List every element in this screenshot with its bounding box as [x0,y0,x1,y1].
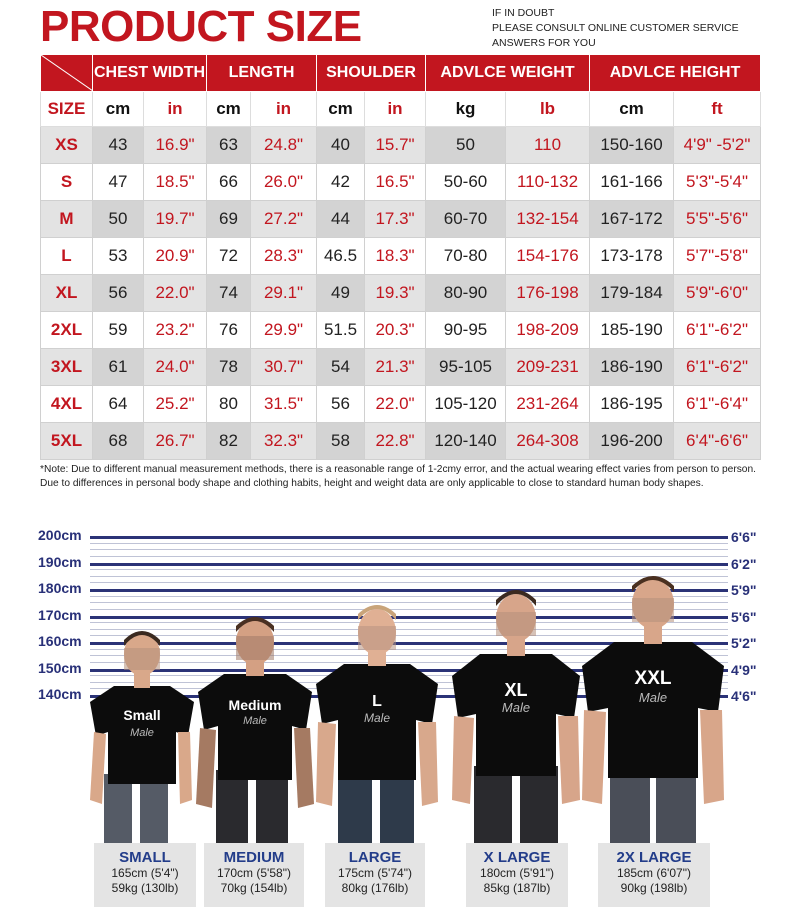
header-height: ADVLCE HEIGHT [590,55,761,92]
unit-cell: in [144,92,207,127]
table-cell: 22.0" [144,275,207,312]
model-name: MEDIUM [223,849,285,866]
model-height: 165cm (5'4") [111,866,179,880]
model-caption-x-large [466,843,568,907]
height-gridline [90,536,728,539]
model-xl-figure [446,586,586,846]
table-cell: 179-184 [590,275,674,312]
table-cell: 58 [317,423,365,460]
table-cell: 44 [317,201,365,238]
table-cell: 176-198 [506,275,590,312]
header-chest-width: CHEST WIDTH [93,55,207,92]
height-label-ft: 5'2" [731,635,757,651]
table-cell: 5'3"-5'4" [674,164,761,201]
model-name: SMALL [119,849,171,866]
shirt-label: Medium [228,697,282,713]
table-cell: 231-264 [506,386,590,423]
table-cell: 167-172 [590,201,674,238]
height-label-ft: 5'6" [731,608,757,625]
size-label: L [41,238,93,275]
height-label-cm: 170cm [38,606,82,623]
model-caption-medium [204,843,304,907]
header-weight: ADVLCE WEIGHT [426,55,590,92]
table-cell: 24.8" [251,127,317,164]
model-weight: 59kg (130lb) [111,881,179,895]
corner-cell [41,55,93,92]
table-cell: 47 [93,164,144,201]
table-cell: 63 [207,127,251,164]
unit-cell: in [365,92,426,127]
table-cell: 42 [317,164,365,201]
table-cell: 72 [207,238,251,275]
height-label-cm: 160cm [38,633,82,649]
table-cell: 110 [506,127,590,164]
table-cell: 56 [317,386,365,423]
unit-cell: cm [207,92,251,127]
table-cell: 51.5 [317,312,365,349]
shirt-sublabel: Male [638,690,668,705]
table-cell: 17.3" [365,201,426,238]
table-cell: 26.0" [251,164,317,201]
table-cell: 32.3" [251,423,317,460]
table-cell: 6'1"-6'4" [674,386,761,423]
table-cell: 59 [93,312,144,349]
shirt-sublabel: Male [130,727,154,739]
model-caption-large [325,843,425,907]
size-label: XL [41,275,93,312]
table-cell: 5'9"-6'0" [674,275,761,312]
model-name: X LARGE [483,849,551,866]
table-cell: 95-105 [426,349,506,386]
table-cell: 60-70 [426,201,506,238]
model-height: 170cm (5'58") [217,866,291,880]
table-cell: 66 [207,164,251,201]
table-cell: 28.3" [251,238,317,275]
shirt-sublabel: Male [501,700,531,715]
height-minor-gridline [90,543,728,544]
model-weight: 80kg (176lb) [341,881,409,895]
height-label-cm: 150cm [38,659,82,676]
model-weight: 70kg (154lb) [220,881,288,895]
table-cell: 90-95 [426,312,506,349]
size-label: S [41,164,93,201]
table-cell: 22.8" [365,423,426,460]
height-minor-gridline [90,549,728,550]
model-name: 2X LARGE [616,849,692,866]
table-cell: 21.3" [365,349,426,386]
model-name: LARGE [348,849,402,866]
model-weight: 85kg (187lb) [483,881,551,895]
height-label-cm: 200cm [38,527,82,543]
table-cell: 64 [93,386,144,423]
customer-service-note [492,6,739,51]
table-cell: 50 [426,127,506,164]
height-label-cm: 180cm [38,580,82,596]
doubt-line: ANSWERS FOR YOU [492,37,596,49]
model-large-figure [310,600,444,846]
table-cell: 54 [317,349,365,386]
table-row [41,275,761,312]
size-column-label: SIZE [41,92,93,127]
table-cell: 30.7" [251,349,317,386]
table-cell: 16.5" [365,164,426,201]
table-cell: 264-308 [506,423,590,460]
height-label-cm: 140cm [38,686,82,702]
table-row [41,201,761,238]
table-cell: 20.3" [365,312,426,349]
table-row [41,349,761,386]
model-height: 180cm (5'91") [480,866,554,880]
table-cell: 80-90 [426,275,506,312]
page-title: PRODUCT SIZE [40,2,362,51]
table-cell: 150-160 [590,127,674,164]
measurement-note: *Note: Due to different manual measurement methods, there is a reasonable range of 1-2cmy error, and the actual wearing effect varies from person to person. Due to differences in personal body shape and clothing habits, height and weight data are only applicable to close to standard human body shapes. [40,464,756,489]
unit-cell: cm [93,92,144,127]
table-cell: 18.3" [365,238,426,275]
table-cell: 110-132 [506,164,590,201]
table-cell: 23.2" [144,312,207,349]
height-label-ft: 6'2" [731,555,757,572]
table-cell: 154-176 [506,238,590,275]
header-length: LENGTH [207,55,317,92]
unit-cell: kg [426,92,506,127]
table-cell: 5'5"-5'6" [674,201,761,238]
doubt-line: IF IN DOUBT [492,7,555,19]
height-minor-gridline [90,556,728,557]
height-chart [0,524,798,907]
table-row [41,164,761,201]
table-row [41,238,761,275]
table-cell: 19.3" [365,275,426,312]
unit-cell: ft [674,92,761,127]
model-caption-2x-large [598,843,710,907]
table-cell: 40 [317,127,365,164]
table-cell: 24.0" [144,349,207,386]
doubt-line: PLEASE CONSULT ONLINE CUSTOMER SERVICE [492,22,739,34]
unit-cell: cm [317,92,365,127]
table-cell: 18.5" [144,164,207,201]
size-label: M [41,201,93,238]
table-cell: 26.7" [144,423,207,460]
table-row [41,423,761,460]
height-label-ft: 5'9" [731,582,757,598]
table-cell: 49 [317,275,365,312]
unit-cell: lb [506,92,590,127]
table-cell: 16.9" [144,127,207,164]
unit-cell: in [251,92,317,127]
table-cell: 74 [207,275,251,312]
table-cell: 31.5" [251,386,317,423]
table-cell: 196-200 [590,423,674,460]
table-cell: 80 [207,386,251,423]
shirt-label: Small [123,707,161,723]
height-minor-gridline [90,569,728,570]
size-label: 2XL [41,312,93,349]
table-cell: 76 [207,312,251,349]
table-row [41,312,761,349]
table-row [41,386,761,423]
table-cell: 173-178 [590,238,674,275]
table-cell: 4'9" -5'2" [674,127,761,164]
table-cell: 50 [93,201,144,238]
table-cell: 43 [93,127,144,164]
table-cell: 82 [207,423,251,460]
table-cell: 198-209 [506,312,590,349]
table-cell: 186-190 [590,349,674,386]
height-label-ft: 4'6" [731,688,757,704]
table-cell: 25.2" [144,386,207,423]
table-cell: 69 [207,201,251,238]
table-cell: 161-166 [590,164,674,201]
size-table [40,54,761,460]
table-cell: 20.9" [144,238,207,275]
table-cell: 53 [93,238,144,275]
table-cell: 6'1"-6'2" [674,312,761,349]
model-weight: 90kg (198lb) [620,881,688,895]
height-label-ft: 4'9" [731,661,757,678]
table-cell: 19.7" [144,201,207,238]
model-xxl-figure [578,572,728,846]
size-label: 3XL [41,349,93,386]
table-cell: 78 [207,349,251,386]
model-caption-small [94,843,196,907]
header-shoulder: SHOULDER [317,55,426,92]
height-label-cm: 190cm [38,553,82,570]
table-cell: 209-231 [506,349,590,386]
shirt-sublabel: Male [243,715,267,727]
height-gridline [90,563,728,566]
unit-cell: cm [590,92,674,127]
model-height: 175cm (5'74") [338,866,412,880]
size-label: 4XL [41,386,93,423]
table-cell: 29.9" [251,312,317,349]
model-small-figure [84,624,200,846]
table-cell: 46.5 [317,238,365,275]
shirt-sublabel: Male [363,711,391,725]
table-cell: 70-80 [426,238,506,275]
table-cell: 6'1"-6'2" [674,349,761,386]
table-row [41,127,761,164]
shirt-label: L [372,693,382,710]
table-cell: 105-120 [426,386,506,423]
table-cell: 56 [93,275,144,312]
height-label-ft: 6'6" [731,529,757,545]
table-cell: 185-190 [590,312,674,349]
table-cell: 120-140 [426,423,506,460]
size-label: 5XL [41,423,93,460]
table-cell: 29.1" [251,275,317,312]
shirt-label: XXL [634,668,672,689]
model-height: 185cm (6'07") [617,866,691,880]
table-cell: 186-195 [590,386,674,423]
table-cell: 5'7"-5'8" [674,238,761,275]
table-cell: 50-60 [426,164,506,201]
table-cell: 22.0" [365,386,426,423]
model-medium-figure [192,612,318,846]
table-cell: 68 [93,423,144,460]
table-cell: 27.2" [251,201,317,238]
table-cell: 6'4"-6'6" [674,423,761,460]
table-cell: 15.7" [365,127,426,164]
size-label: XS [41,127,93,164]
shirt-label: XL [504,680,528,700]
table-cell: 132-154 [506,201,590,238]
table-cell: 61 [93,349,144,386]
